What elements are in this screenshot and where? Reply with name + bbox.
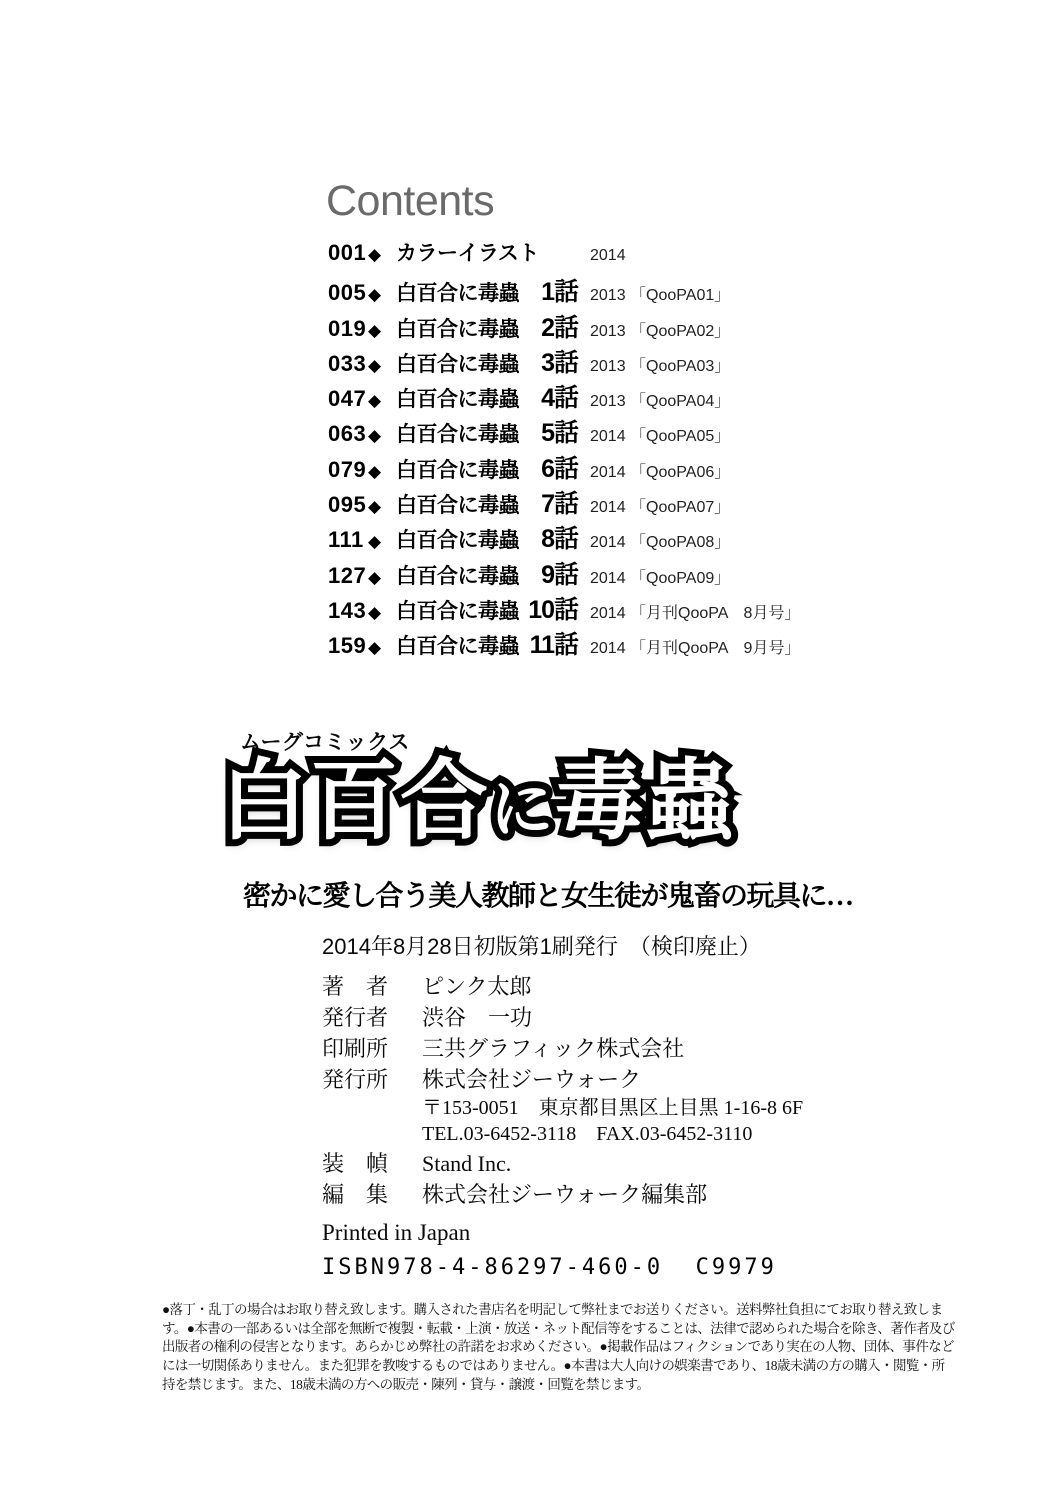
toc-source: 2013 「QooPA01」 [590, 287, 731, 305]
toc-chapter: 5話 [541, 419, 578, 448]
toc-title: 白百合に毒蟲 [396, 599, 519, 623]
toc-row [328, 519, 888, 554]
toc-title: 白百合に毒蟲 [396, 423, 519, 447]
colophon-row-printer [322, 1033, 882, 1064]
diamond-icon: ◆ [368, 497, 382, 517]
toc-source: 2014 「月刊QooPA 8月号」 [590, 604, 801, 622]
toc-chapter: 8話 [541, 525, 578, 554]
colophon-label: 著 者 [322, 974, 389, 999]
colophon-row-design [322, 1149, 882, 1179]
colophon-value: Stand Inc. [422, 1151, 512, 1176]
disclaimer-block [162, 1301, 955, 1395]
toc-title: 白百合に毒蟲 [396, 564, 519, 588]
book-title-logo [220, 752, 735, 853]
toc-source: 2014 「QooPA08」 [590, 534, 731, 552]
diamond-icon: ◆ [368, 245, 382, 264]
toc-row [328, 625, 888, 660]
colophon-label: 装 幀 [322, 1151, 389, 1176]
toc-page-number: 001 [328, 240, 367, 265]
disclaimer-line: 持を禁じます。また、18歳未満の方への販売・陳列・貸与・譲渡・回覧を禁じます。 [162, 1376, 650, 1392]
colophon-value: 渋谷 一功 [422, 1005, 533, 1030]
toc-page-number: 127 [328, 562, 367, 588]
toc-chapter: 9話 [541, 560, 578, 589]
toc-row [328, 449, 888, 484]
toc-chapter: 7話 [541, 490, 578, 519]
colophon-label: 印刷所 [322, 1036, 389, 1061]
contents-heading: Contents [326, 177, 495, 225]
colophon-label: 編 集 [322, 1182, 389, 1207]
toc-source: 2014 「月刊QooPA 9月号」 [590, 640, 801, 658]
colophon-label: 発行者 [322, 1005, 389, 1030]
diamond-icon: ◆ [368, 391, 382, 411]
colophon-label: 発行所 [322, 1067, 389, 1092]
disclaimer-line: す。●本書の一部あるいは全部を無断で複製・転載・上演・放送・ネット配信等をすることは、法律で認められた場合を除き、著作者及び [162, 1320, 955, 1336]
toc-title: 白百合に毒蟲 [396, 282, 519, 306]
diamond-icon: ◆ [368, 320, 382, 340]
toc-chapter: 11話 [529, 631, 578, 660]
logo-part-3: 毒蟲 [555, 754, 736, 851]
toc-page-number: 079 [328, 456, 367, 482]
diamond-icon: ◆ [368, 567, 382, 587]
toc-source: 2014 [590, 247, 626, 264]
disclaimer-line: には一切関係ありません。また犯罪を教唆するものではありません。●本書は大人向けの娯楽書であり、18歳未満の方の購入・閲覧・所 [162, 1358, 945, 1374]
colophon-value: 株式会社ジーウォーク [422, 1067, 642, 1092]
toc-page-number: 033 [328, 350, 367, 376]
toc-source: 2014 「QooPA07」 [590, 499, 731, 517]
isbn-code: ISBN978-4-86297-460-0 C9979 [322, 1255, 777, 1280]
diamond-icon: ◆ [368, 461, 382, 481]
colophon-row-publisher-company [322, 1064, 882, 1095]
toc-source: 2014 「QooPA06」 [590, 463, 731, 481]
publisher-address: 〒153-0051 東京都目黒区上目黒 1-16-8 6F [422, 1097, 804, 1119]
logo-part-1: 白百合 [220, 754, 491, 851]
toc-page-number: 111 [328, 527, 364, 553]
toc-title: 白百合に毒蟲 [396, 458, 519, 482]
toc-page-number: 005 [328, 280, 367, 306]
book-tagline: 密かに愛し合う美人教師と女生徒が鬼畜の玩具に… [243, 881, 853, 912]
toc-chapter: 1話 [541, 278, 578, 307]
colophon-value: ピンク太郎 [422, 974, 532, 999]
colophon-value: 株式会社ジーウォーク編集部 [422, 1182, 708, 1207]
toc-chapter: 3話 [541, 348, 578, 377]
disclaimer-line: 出版者の権利の侵害となります。あらかじめ弊社の許諾をお求めください。●掲載作品はフィクションであり実在の人物、団体、事件など [162, 1339, 955, 1355]
toc-row [328, 237, 888, 272]
toc-row [328, 555, 888, 590]
toc-title: 白百合に毒蟲 [396, 388, 519, 412]
colophon-block [322, 934, 882, 1281]
toc-chapter: 6話 [541, 454, 578, 483]
colophon-row-editing [322, 1179, 882, 1210]
toc-row [328, 590, 888, 625]
toc-row [328, 484, 888, 519]
publisher-phone: TEL.03-6452-3118 FAX.03-6452-3110 [422, 1123, 753, 1145]
diamond-icon: ◆ [368, 532, 382, 552]
toc-source: 2013 「QooPA03」 [590, 357, 731, 375]
diamond-icon: ◆ [368, 285, 382, 305]
toc-title: 白百合に毒蟲 [396, 352, 519, 376]
diamond-icon: ◆ [368, 355, 382, 375]
diamond-icon: ◆ [368, 602, 382, 622]
disclaimer-line: ●落丁・乱丁の場合はお取り替え致します。購入された書店名を明記して弊社までお送りください。送料弊社負担にてお取り替え致しま [162, 1302, 943, 1317]
toc-page-number: 159 [328, 633, 367, 659]
diamond-icon: ◆ [368, 638, 382, 658]
toc-page-number: 063 [328, 421, 367, 447]
toc-title: カラーイラスト [396, 242, 539, 265]
toc-source: 2013 「QooPA02」 [590, 322, 731, 340]
edition-line: 2014年8月28日初版第1刷発行 （検印廃止） [322, 934, 761, 959]
toc-list [328, 237, 888, 661]
printed-in-japan: Printed in Japan [322, 1220, 471, 1245]
colophon-row-publisher-person [322, 1002, 882, 1033]
logo-part-2: に [490, 775, 556, 845]
toc-row [328, 272, 888, 307]
imprint-label: ムーグコミックス [240, 731, 410, 754]
toc-source: 2014 「QooPA09」 [590, 569, 731, 587]
toc-page-number: 019 [328, 315, 367, 341]
toc-title: 白百合に毒蟲 [396, 529, 519, 553]
toc-page-number: 047 [328, 386, 367, 412]
toc-title: 白百合に毒蟲 [396, 635, 519, 659]
toc-source: 2014 「QooPA05」 [590, 428, 731, 446]
colophon-value: 三共グラフィック株式会社 [422, 1036, 685, 1061]
toc-row [328, 378, 888, 413]
toc-source: 2013 「QooPA04」 [590, 393, 731, 411]
toc-chapter: 4話 [541, 384, 578, 413]
toc-chapter: 2話 [541, 313, 578, 342]
toc-page-number: 095 [328, 492, 367, 518]
toc-row [328, 308, 888, 343]
toc-title: 白百合に毒蟲 [396, 317, 519, 341]
toc-page-number: 143 [328, 597, 367, 623]
diamond-icon: ◆ [368, 426, 382, 446]
toc-title: 白百合に毒蟲 [396, 494, 519, 518]
toc-row [328, 413, 888, 448]
toc-row [328, 343, 888, 378]
toc-chapter: 10話 [528, 595, 578, 624]
colophon-row-author [322, 971, 882, 1002]
